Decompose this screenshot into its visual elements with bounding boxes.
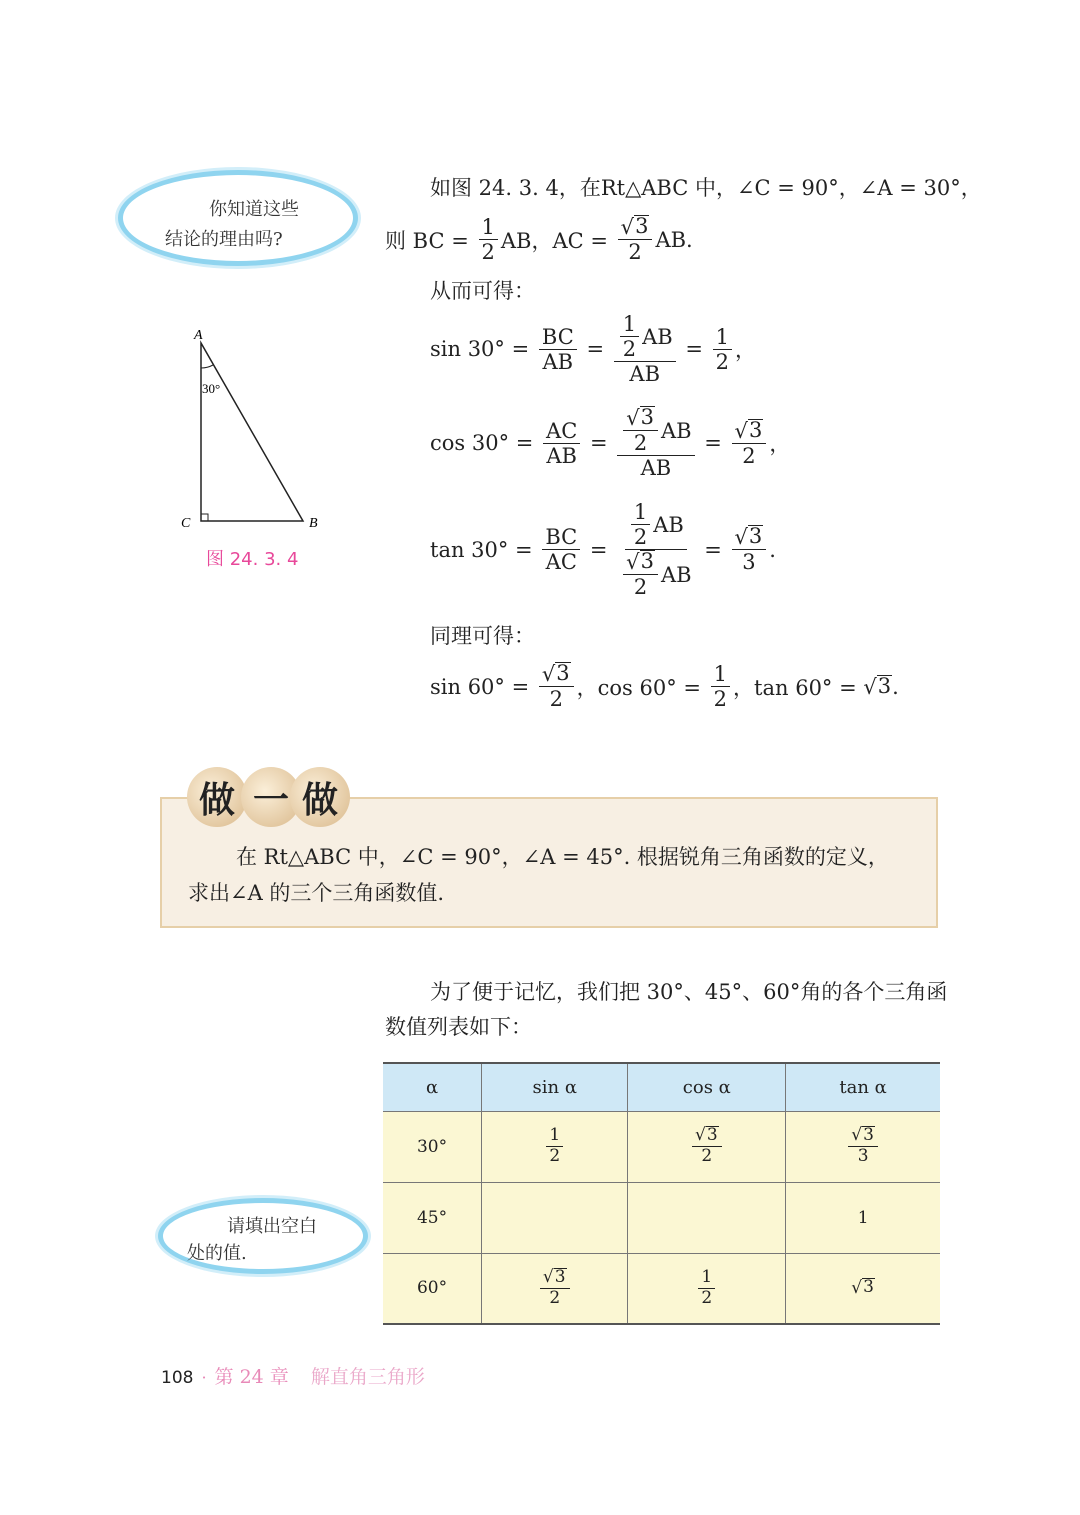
math-text: 2	[715, 349, 730, 374]
numerator	[542, 525, 580, 550]
numerator	[543, 419, 580, 444]
numerator	[698, 1268, 715, 1289]
numerator	[618, 215, 653, 240]
table-cell	[482, 1253, 628, 1324]
table-cell	[628, 1182, 786, 1253]
fraction	[848, 1126, 878, 1166]
table-cell	[383, 1253, 482, 1324]
table-cell	[628, 1111, 786, 1182]
math-text: AB	[629, 362, 661, 387]
denominator	[540, 350, 577, 374]
intro-line-2	[385, 215, 693, 264]
math-text: AB.	[655, 227, 693, 252]
denominator	[631, 431, 650, 455]
hence-line	[430, 275, 535, 305]
numerator	[546, 1126, 563, 1147]
square-root: √ 3	[626, 405, 654, 430]
math-text: tan 30° =	[430, 537, 540, 562]
fraction	[543, 419, 580, 468]
thought-bubble-reason	[118, 170, 358, 266]
square-root: √ 3	[620, 214, 649, 239]
numerator	[620, 312, 639, 337]
fraction	[623, 550, 658, 599]
fraction	[542, 525, 580, 574]
bubble-line: 结论的理由吗?	[165, 229, 283, 250]
math-text: 同理可得：	[430, 624, 535, 648]
denominator	[543, 550, 580, 574]
math-text: =	[583, 537, 615, 562]
vertex-label-c: C	[181, 516, 191, 531]
fraction	[617, 406, 694, 480]
right-angle-mark	[201, 514, 208, 521]
activity-text-1: 在 Rt△ABC 中，∠C = 90°，∠A = 45°. 根据锐角三角函数的定义，	[236, 845, 889, 869]
fraction	[631, 500, 650, 549]
fraction	[713, 325, 732, 374]
table-header: sin α	[482, 1063, 628, 1111]
math-text: 2	[633, 525, 648, 550]
math-text: 1	[622, 312, 637, 336]
numerator	[732, 419, 767, 444]
chapter-label: 第 24 章	[214, 1366, 289, 1388]
square-root: √ 3	[626, 549, 654, 575]
numerator	[539, 325, 577, 350]
sin30-equation	[430, 312, 756, 386]
math-text: 2	[701, 1146, 713, 1166]
math-text: =	[678, 337, 710, 362]
math-text: 从而可得：	[430, 279, 535, 303]
activity-title-badge: 做	[290, 767, 350, 827]
math-text: 1	[857, 1207, 869, 1228]
table-row	[383, 1253, 940, 1324]
math-text: .	[892, 674, 899, 699]
bubble-line: 你知道这些	[209, 199, 299, 220]
denominator	[739, 444, 758, 468]
denominator	[617, 550, 694, 599]
fraction	[732, 525, 767, 574]
math-text: 2	[701, 1287, 713, 1308]
math-text: 2	[742, 443, 756, 468]
math-text: AB	[546, 443, 577, 468]
fraction	[539, 325, 577, 374]
numerator	[623, 550, 658, 575]
thought-bubble-fill	[158, 1198, 368, 1274]
denominator	[713, 350, 732, 374]
fraction	[698, 1268, 715, 1308]
trig-values-table	[383, 1062, 940, 1325]
table-header: α	[383, 1063, 482, 1111]
intro-line	[430, 172, 982, 202]
math-text: =	[579, 337, 611, 362]
math-text: 1	[633, 500, 648, 524]
denominator	[631, 575, 650, 599]
math-text: .	[769, 537, 776, 562]
math-text: 1	[701, 1267, 713, 1288]
fraction	[617, 500, 694, 600]
angle-arc	[201, 365, 213, 368]
math-text: ，	[769, 432, 791, 457]
math-text: 2	[549, 687, 563, 712]
numerator	[631, 500, 650, 525]
math-text: sin 30° =	[430, 337, 536, 362]
numerator	[479, 215, 498, 240]
numerator	[623, 406, 658, 431]
table-cell	[628, 1253, 786, 1324]
denominator	[739, 550, 758, 574]
memo-text-1: 为了便于记忆，我们把 30°、45°、60°角的各个三角函	[430, 980, 948, 1004]
table-cell	[786, 1182, 940, 1253]
fraction	[620, 312, 639, 361]
math-text: 2	[633, 431, 648, 456]
table-cell	[383, 1182, 482, 1253]
numerator	[539, 662, 574, 687]
math-text: BC	[541, 324, 574, 349]
denominator	[479, 240, 498, 264]
math-text: ，	[735, 338, 757, 363]
math-text: 2	[713, 687, 728, 712]
math-text: =	[583, 431, 615, 456]
denominator	[698, 1289, 715, 1309]
math-text: 1	[715, 324, 730, 349]
square-root: √ 3	[851, 1125, 874, 1146]
memo-text-2: 数值列表如下：	[385, 1015, 532, 1039]
bubble-line: 处的值.	[187, 1243, 247, 1264]
denominator	[620, 337, 639, 361]
math-text: 2	[633, 575, 648, 600]
footer-separator: ·	[201, 1368, 207, 1387]
fraction	[539, 662, 574, 711]
square-root: √ 3	[734, 524, 763, 550]
square-root: √ 3	[542, 1267, 566, 1288]
table-cell	[786, 1111, 940, 1182]
numerator	[617, 406, 694, 456]
math-text: AB，AC =	[500, 228, 615, 253]
square-root: √ 3	[734, 417, 763, 443]
denominator	[855, 1147, 872, 1167]
fraction	[479, 215, 498, 264]
math-text: AB	[642, 324, 673, 349]
numerator	[848, 1126, 878, 1147]
similarly-line	[430, 620, 535, 650]
chapter-title: 解直角三角形	[310, 1366, 425, 1388]
fraction	[618, 215, 653, 264]
numerator	[692, 1126, 722, 1147]
math-text: AB	[660, 418, 692, 443]
math-text: 3	[857, 1146, 869, 1166]
table-header: cos α	[628, 1063, 786, 1111]
math-text: ，cos 60° =	[576, 675, 708, 700]
math-text: cos 30° =	[430, 431, 541, 456]
fraction	[623, 406, 658, 455]
table-cell	[482, 1111, 628, 1182]
denominator	[698, 1147, 715, 1167]
math-text: 2	[549, 1287, 561, 1308]
math-text: 2	[622, 337, 637, 362]
angle-label: 30°	[202, 381, 221, 396]
vertex-label-b: B	[309, 516, 318, 531]
fraction	[711, 662, 730, 711]
triangle-figure	[170, 320, 340, 540]
math-text: 则 BC =	[385, 228, 476, 253]
math-text: 如图 24. 3. 4，在Rt△ABC 中，∠C = 90°，∠A = 30°，	[430, 176, 982, 200]
math-text: 3	[742, 550, 756, 575]
table-header: tan α	[786, 1063, 940, 1111]
math-text: 45°	[416, 1207, 448, 1228]
denominator	[543, 444, 580, 468]
numerator	[625, 500, 687, 550]
triangle-shape	[201, 343, 303, 521]
fraction	[540, 1268, 570, 1308]
math-text: 1	[481, 215, 495, 239]
fraction	[692, 1126, 722, 1166]
math-text: 2	[549, 1146, 561, 1166]
fraction	[614, 312, 676, 386]
activity-title-badge: 一	[241, 767, 301, 827]
table-cell	[383, 1111, 482, 1182]
math-text: AC	[546, 418, 578, 443]
math-text: AB	[660, 562, 692, 587]
square-root: √ 3	[694, 1125, 718, 1146]
numerator	[711, 662, 730, 687]
activity-title-badge: 做	[187, 767, 247, 827]
math-text: AB	[640, 456, 672, 481]
math-text: AB	[653, 512, 684, 537]
numerator	[540, 1268, 570, 1289]
math-text: =	[697, 537, 729, 562]
activity-text-2: 求出∠A 的三个三角函数值.	[188, 881, 445, 905]
math-text: 60°	[416, 1278, 448, 1299]
denominator	[546, 1147, 563, 1167]
table-row	[383, 1111, 940, 1182]
math-text: 2	[481, 240, 495, 265]
denominator	[631, 525, 650, 549]
numerator	[614, 312, 676, 362]
denominator	[546, 1289, 563, 1309]
numerator	[713, 325, 732, 350]
numerator	[732, 525, 767, 550]
page-number: 108	[161, 1368, 194, 1388]
denominator	[638, 456, 675, 480]
math-text: AC	[545, 550, 577, 575]
math-text: 30°	[416, 1136, 448, 1157]
square-root: √ 3	[863, 673, 892, 699]
math-text: 2	[628, 240, 642, 265]
figure-caption: 图 24. 3. 4	[206, 549, 299, 570]
math-text: =	[697, 431, 729, 456]
bubble-line: 请填出空白	[227, 1216, 317, 1237]
page-footer	[161, 1362, 425, 1389]
math-text: 1	[549, 1125, 561, 1146]
cos30-equation	[430, 406, 790, 480]
table-cell	[786, 1253, 940, 1324]
math-text: AB	[542, 349, 574, 374]
math-text: ，tan 60° =	[733, 675, 864, 700]
square-root: √ 3	[541, 661, 570, 686]
denominator	[625, 240, 644, 264]
square-root: √ 3	[851, 1277, 874, 1299]
denominator	[547, 687, 566, 711]
math-text: 1	[713, 662, 728, 686]
math-text: sin 60° =	[430, 674, 536, 699]
table-row	[383, 1182, 940, 1253]
table-cell	[482, 1182, 628, 1253]
fraction	[732, 419, 767, 468]
tan30-equation	[430, 500, 776, 600]
vertex-label-a: A	[194, 328, 203, 343]
denominator	[626, 362, 663, 386]
fraction	[546, 1126, 563, 1166]
sixty-equations	[430, 662, 899, 711]
math-text: BC	[545, 525, 578, 550]
denominator	[711, 687, 730, 711]
